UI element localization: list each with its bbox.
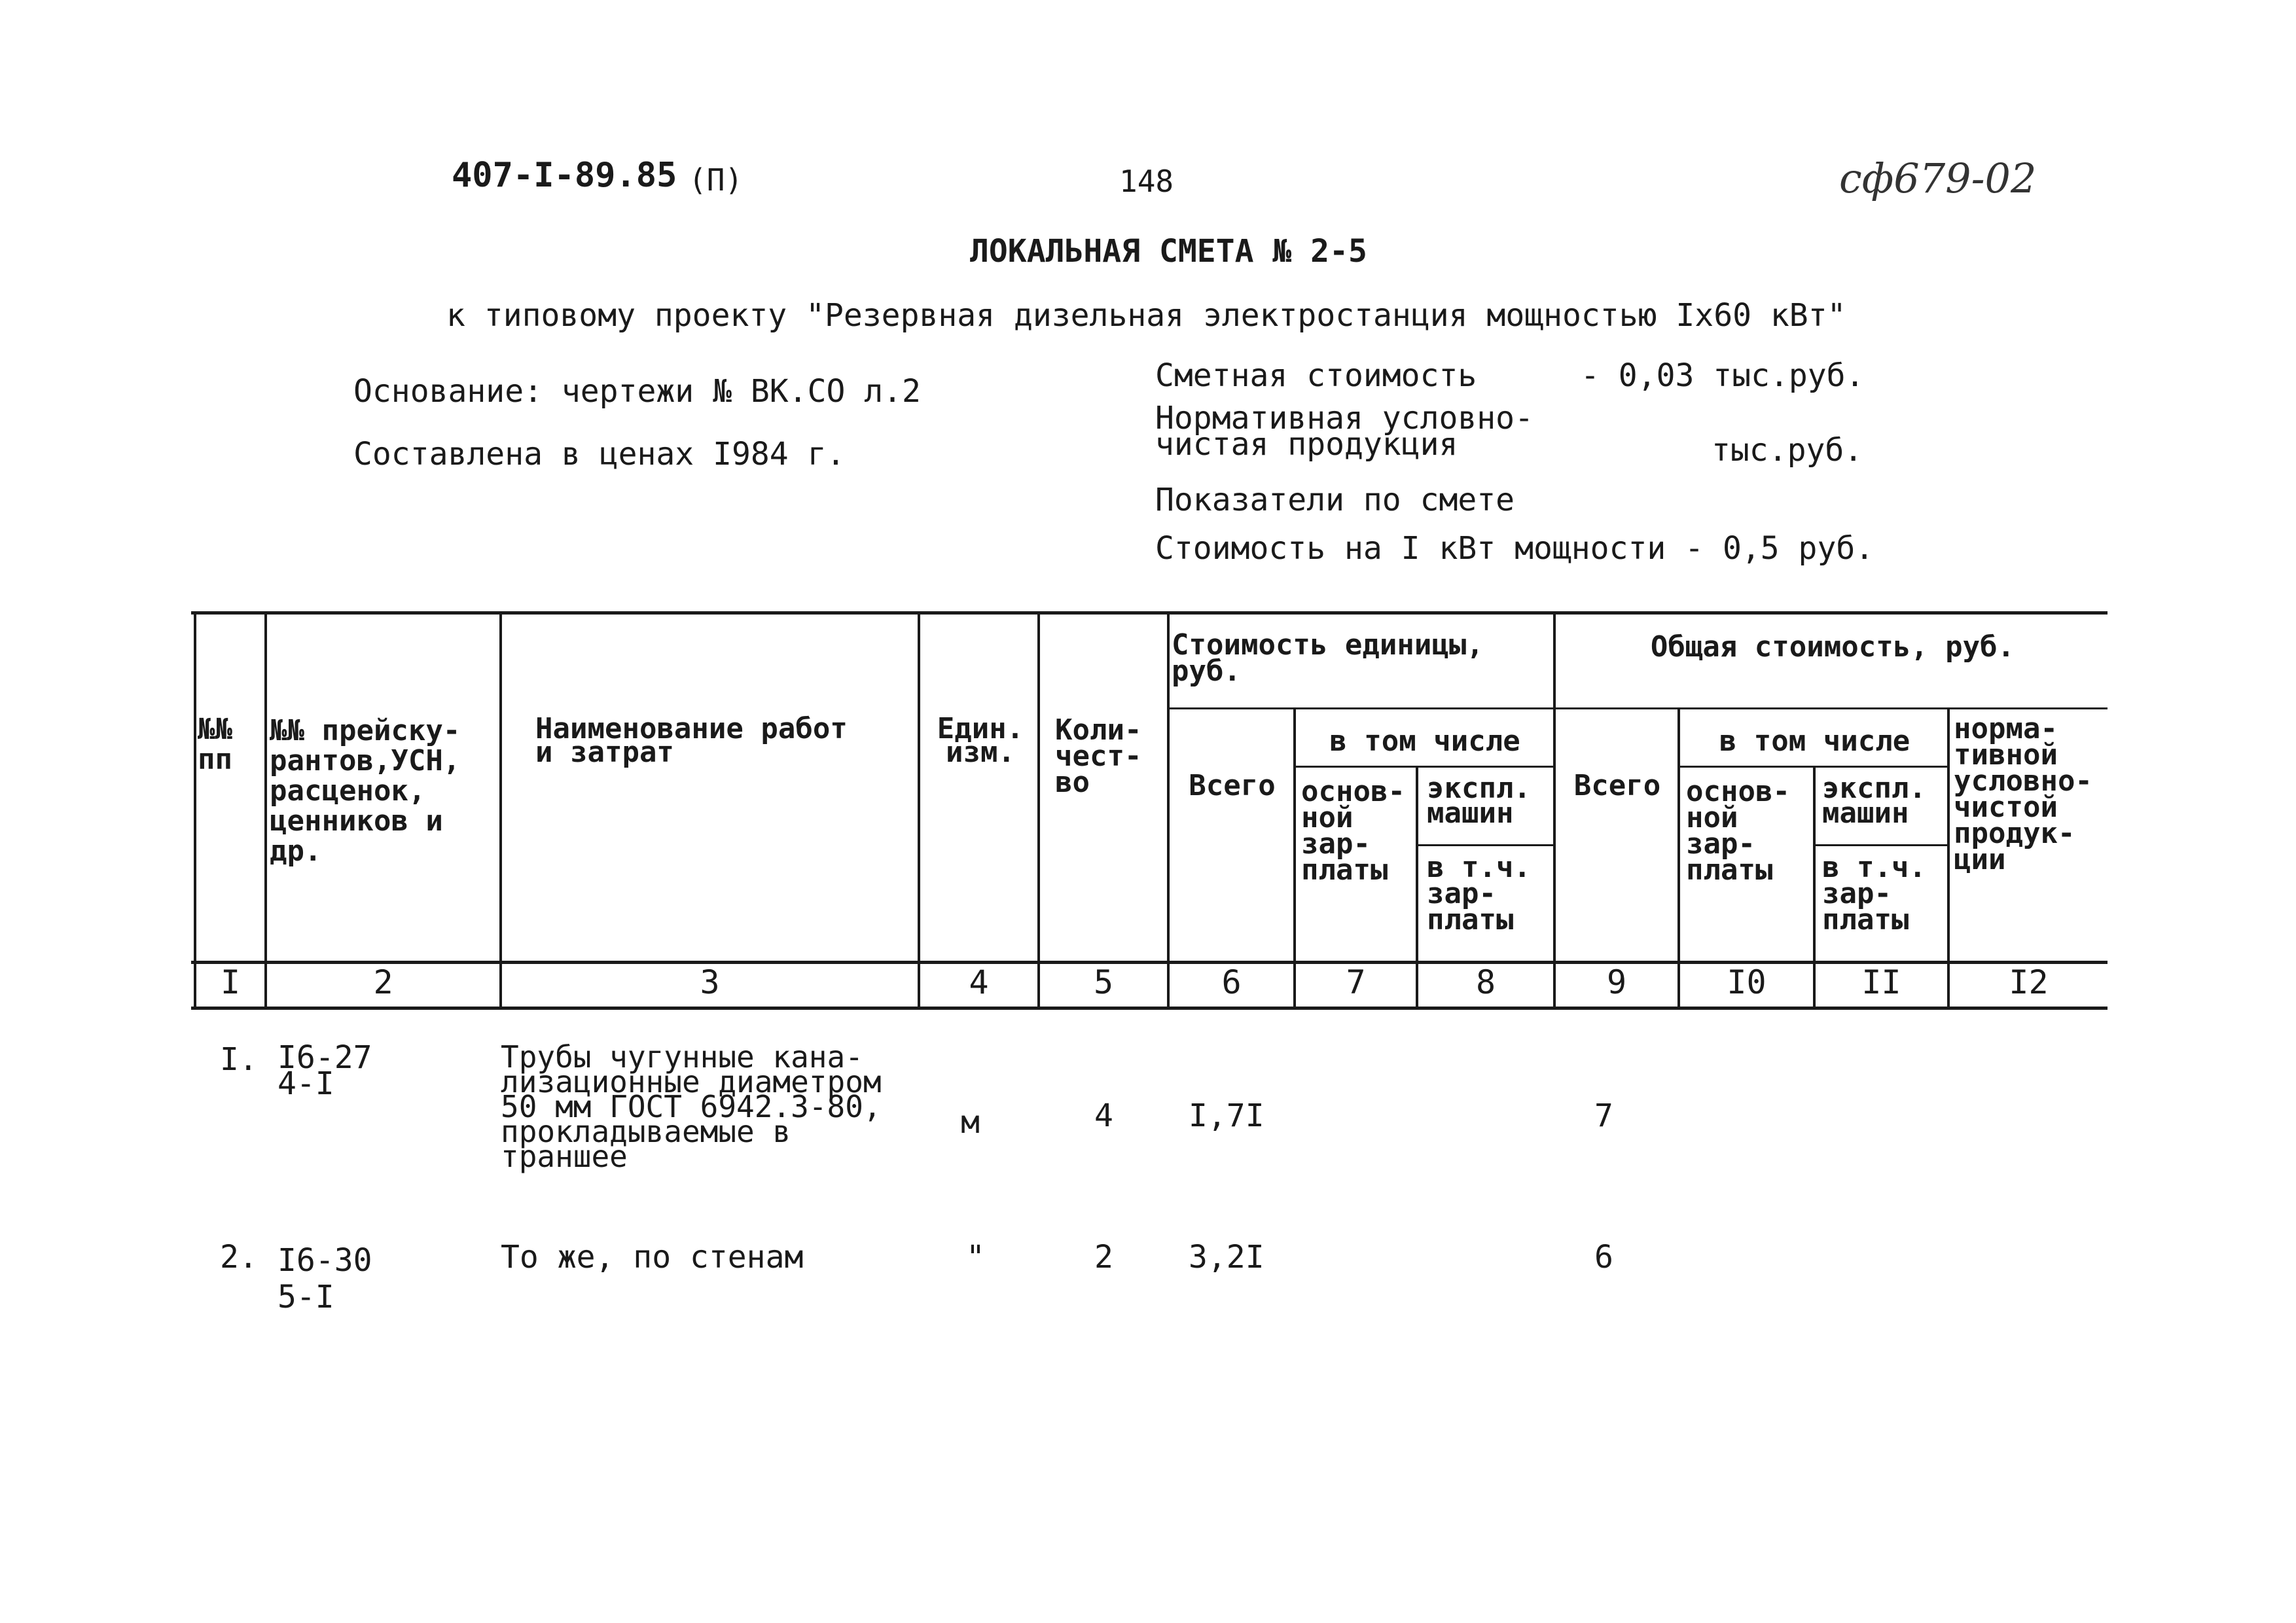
archive-stamp: сф679-02 (1839, 154, 2037, 202)
basis-line: Основание: чертежи № ВК.СО л.2 (353, 373, 921, 410)
row-unit: м (961, 1104, 980, 1141)
header-overall-incl: в том числе (1719, 724, 1910, 758)
row-pp: 2. (220, 1239, 258, 1275)
row-total: 7 (1594, 1097, 1613, 1134)
cost-label: Сметная стоимость (1155, 357, 1477, 394)
norm-label-2: чистая продукция (1155, 426, 1458, 463)
header-overall-total: Всего (1573, 769, 1661, 802)
col-number: 2 (373, 963, 393, 1001)
header-unit: Един. изм. (937, 712, 1024, 769)
page-number: 148 (1119, 164, 1174, 199)
norm-value: тыс.руб. (1712, 432, 1863, 469)
header-unit-incl: в том числе (1329, 724, 1520, 758)
col-number: I0 (1727, 963, 1767, 1001)
estimate-title: ЛОКАЛЬНАЯ СМЕТА № 2-5 (970, 233, 1367, 270)
col-number: 5 (1093, 963, 1114, 1001)
col-number: 9 (1606, 963, 1627, 1001)
col-number: I2 (2009, 963, 2049, 1001)
header-overall-machines: экспл. машин (1822, 772, 1926, 830)
col-number: I (220, 963, 241, 1001)
project-subtitle: к типовому проекту "Резервная дизельная электростанция мощностью Iх60 кВт" (446, 297, 1846, 334)
cost-value: - 0,03 тыс.руб. (1581, 357, 1865, 394)
doc-code: 407-I-89.85 (452, 156, 677, 195)
row-pricelist: I6-27 4-I (278, 1039, 372, 1102)
header-overall-wages: основ- ной зар- платы (1686, 775, 1790, 887)
header-unit-cost: Стоимость единицы, руб. (1172, 628, 1484, 688)
header-total-cost: Общая стоимость, руб. (1650, 630, 2015, 664)
header-unit-total: Всего (1189, 769, 1276, 802)
col-number: 8 (1475, 963, 1496, 1001)
row-name: То же, по стенам (501, 1239, 804, 1275)
header-unit-machines: экспл. машин (1427, 772, 1531, 830)
row-unit-total: I,7I (1189, 1097, 1265, 1134)
col-number: 3 (700, 963, 720, 1001)
row-total: 6 (1594, 1239, 1613, 1275)
row-pp: I. (220, 1041, 258, 1078)
per-kw-cost: Стоимость на I кВт мощности - 0,5 руб. (1155, 530, 1874, 567)
header-overall-machine-wages: в т.ч. зар- платы (1822, 851, 1926, 936)
norm-label-1: Нормативная условно- (1155, 400, 1534, 437)
row-unit: " (966, 1239, 985, 1275)
col-number: 6 (1221, 963, 1242, 1001)
header-unit-wages: основ- ной зар- платы (1301, 775, 1405, 887)
indicators-label: Показатели по смете (1155, 482, 1515, 518)
prices-line: Составлена в ценах I984 г. (353, 436, 846, 473)
row-unit-total: 3,2I (1189, 1239, 1265, 1275)
header-unit-machine-wages: в т.ч. зар- платы (1427, 851, 1531, 936)
doc-part: (П) (689, 162, 744, 198)
col-number: II (1861, 963, 1901, 1001)
header-pricelist: №№ прейску- рантов,УСН, расценок, ценников и др. (270, 714, 461, 868)
header-norm-product: норма- тивной условно- чистой продук- ции (1954, 712, 2092, 876)
header-name: Наименование работ и затрат (535, 712, 848, 769)
header-pp: №№ пп (198, 713, 232, 776)
row-qty: 4 (1094, 1097, 1113, 1134)
col-number: 4 (969, 963, 989, 1001)
col-number: 7 (1346, 963, 1366, 1001)
row-pricelist: I6-30 5-I (278, 1242, 372, 1315)
row-name: Трубы чугунные кана- лизационные диаметром 50 мм ГОСТ 6942.3-80, прокладываемые в траншее (501, 1039, 882, 1174)
row-qty: 2 (1094, 1239, 1113, 1275)
header-qty: Коли- чест- во (1055, 713, 1142, 799)
